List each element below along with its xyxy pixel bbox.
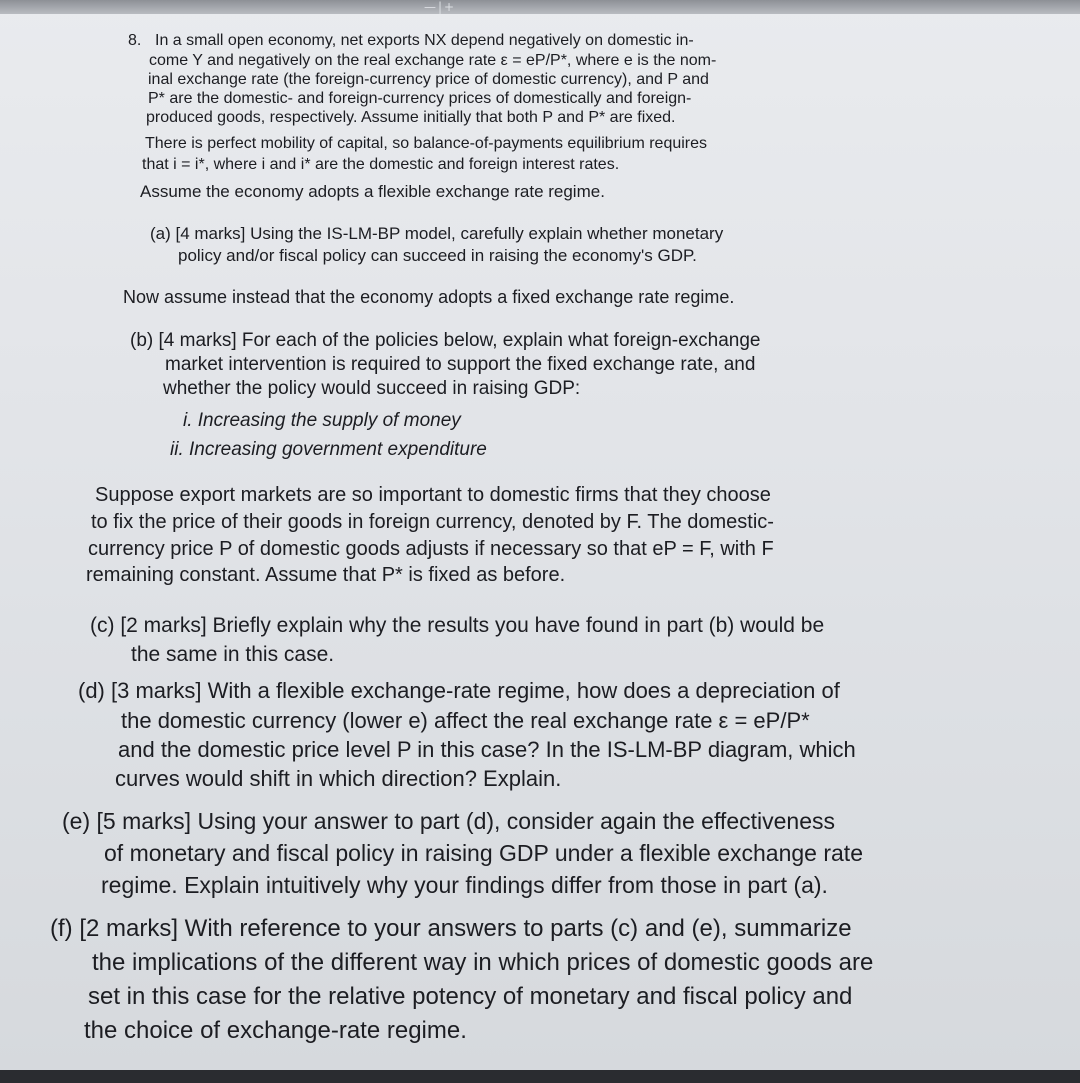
- suppose-line: remaining constant. Assume that P* is fixed as before.: [86, 564, 566, 586]
- part-f-line: set in this case for the relative potency of monetary and fiscal policy and: [88, 983, 853, 1010]
- part-d-line: (d) [3 marks] With a flexible exchange-rate regime, how does a depreciation of: [78, 678, 840, 703]
- part-c-line: the same in this case.: [131, 643, 335, 666]
- capital-line: that i = i*, where i and i* are the domestic and foreign interest rates.: [142, 156, 620, 173]
- part-f-line: (f) [2 marks] With reference to your answers to parts (c) and (e), summarize: [50, 915, 852, 942]
- part-e-line: of monetary and fiscal policy in raising GDP under a flexible exchange rate: [104, 840, 863, 866]
- intro-line: P* are the domestic- and foreign-currency prices of domestically and foreign-: [148, 90, 692, 107]
- part-b-line: market intervention is required to support the fixed exchange rate, and: [165, 354, 756, 375]
- suppose-line: currency price P of domestic goods adjusts if necessary so that eP = F, with F: [88, 538, 774, 560]
- part-d-line: and the domestic price level P in this case? In the IS-LM-BP diagram, which: [118, 737, 856, 762]
- suppose-line: Suppose export markets are so important to domestic firms that they choose: [95, 484, 771, 506]
- capital-line: There is perfect mobility of capital, so balance-of-payments equilibrium requires: [145, 135, 708, 152]
- part-e-line: (e) [5 marks] Using your answer to part (d), consider again the effectiveness: [62, 808, 835, 834]
- page-marker: —|+: [423, 0, 457, 14]
- part-b-line: whether the policy would succeed in raising GDP:: [163, 378, 581, 399]
- part-f-line: the choice of exchange-rate regime.: [84, 1017, 467, 1044]
- part-a-line: (a) [4 marks] Using the IS-LM-BP model, carefully explain whether monetary: [150, 224, 724, 243]
- screen-bottom-bezel: [0, 1070, 1080, 1083]
- part-b-item: ii. Increasing government expenditure: [170, 439, 487, 460]
- part-b-line: (b) [4 marks] For each of the policies below, explain what foreign-exchange: [130, 330, 761, 351]
- intro-line: inal exchange rate (the foreign-currency price of domestic currency), and P and: [148, 71, 709, 88]
- intro-line: produced goods, respectively. Assume initially that both P and P* are fixed.: [146, 109, 676, 126]
- suppose-line: to fix the price of their goods in foreign currency, denoted by F. The domestic-: [91, 511, 774, 533]
- part-a-line: policy and/or fiscal policy can succeed in raising the economy's GDP.: [178, 246, 697, 265]
- part-d-line: the domestic currency (lower e) affect the real exchange rate ε = eP/P*: [121, 708, 810, 733]
- intro-line: come Y and negatively on the real exchange rate ε = eP/P*, where e is the nom-: [149, 52, 717, 69]
- fixed-regime-statement: Now assume instead that the economy adopts a fixed exchange rate regime.: [123, 287, 735, 307]
- intro-line: In a small open economy, net exports NX depend negatively on domestic in-: [155, 32, 694, 49]
- flexible-regime-statement: Assume the economy adopts a flexible exchange rate regime.: [140, 182, 605, 201]
- part-d-line: curves would shift in which direction? Explain.: [115, 766, 562, 791]
- part-f-line: the implications of the different way in which prices of domestic goods are: [92, 949, 874, 976]
- screen-top-bezel: [0, 0, 1080, 14]
- part-e-line: regime. Explain intuitively why your findings differ from those in part (a).: [101, 872, 828, 898]
- part-c-line: (c) [2 marks] Briefly explain why the results you have found in part (b) would be: [90, 614, 825, 637]
- question-number: 8.: [128, 32, 142, 49]
- part-b-item: i. Increasing the supply of money: [183, 410, 461, 431]
